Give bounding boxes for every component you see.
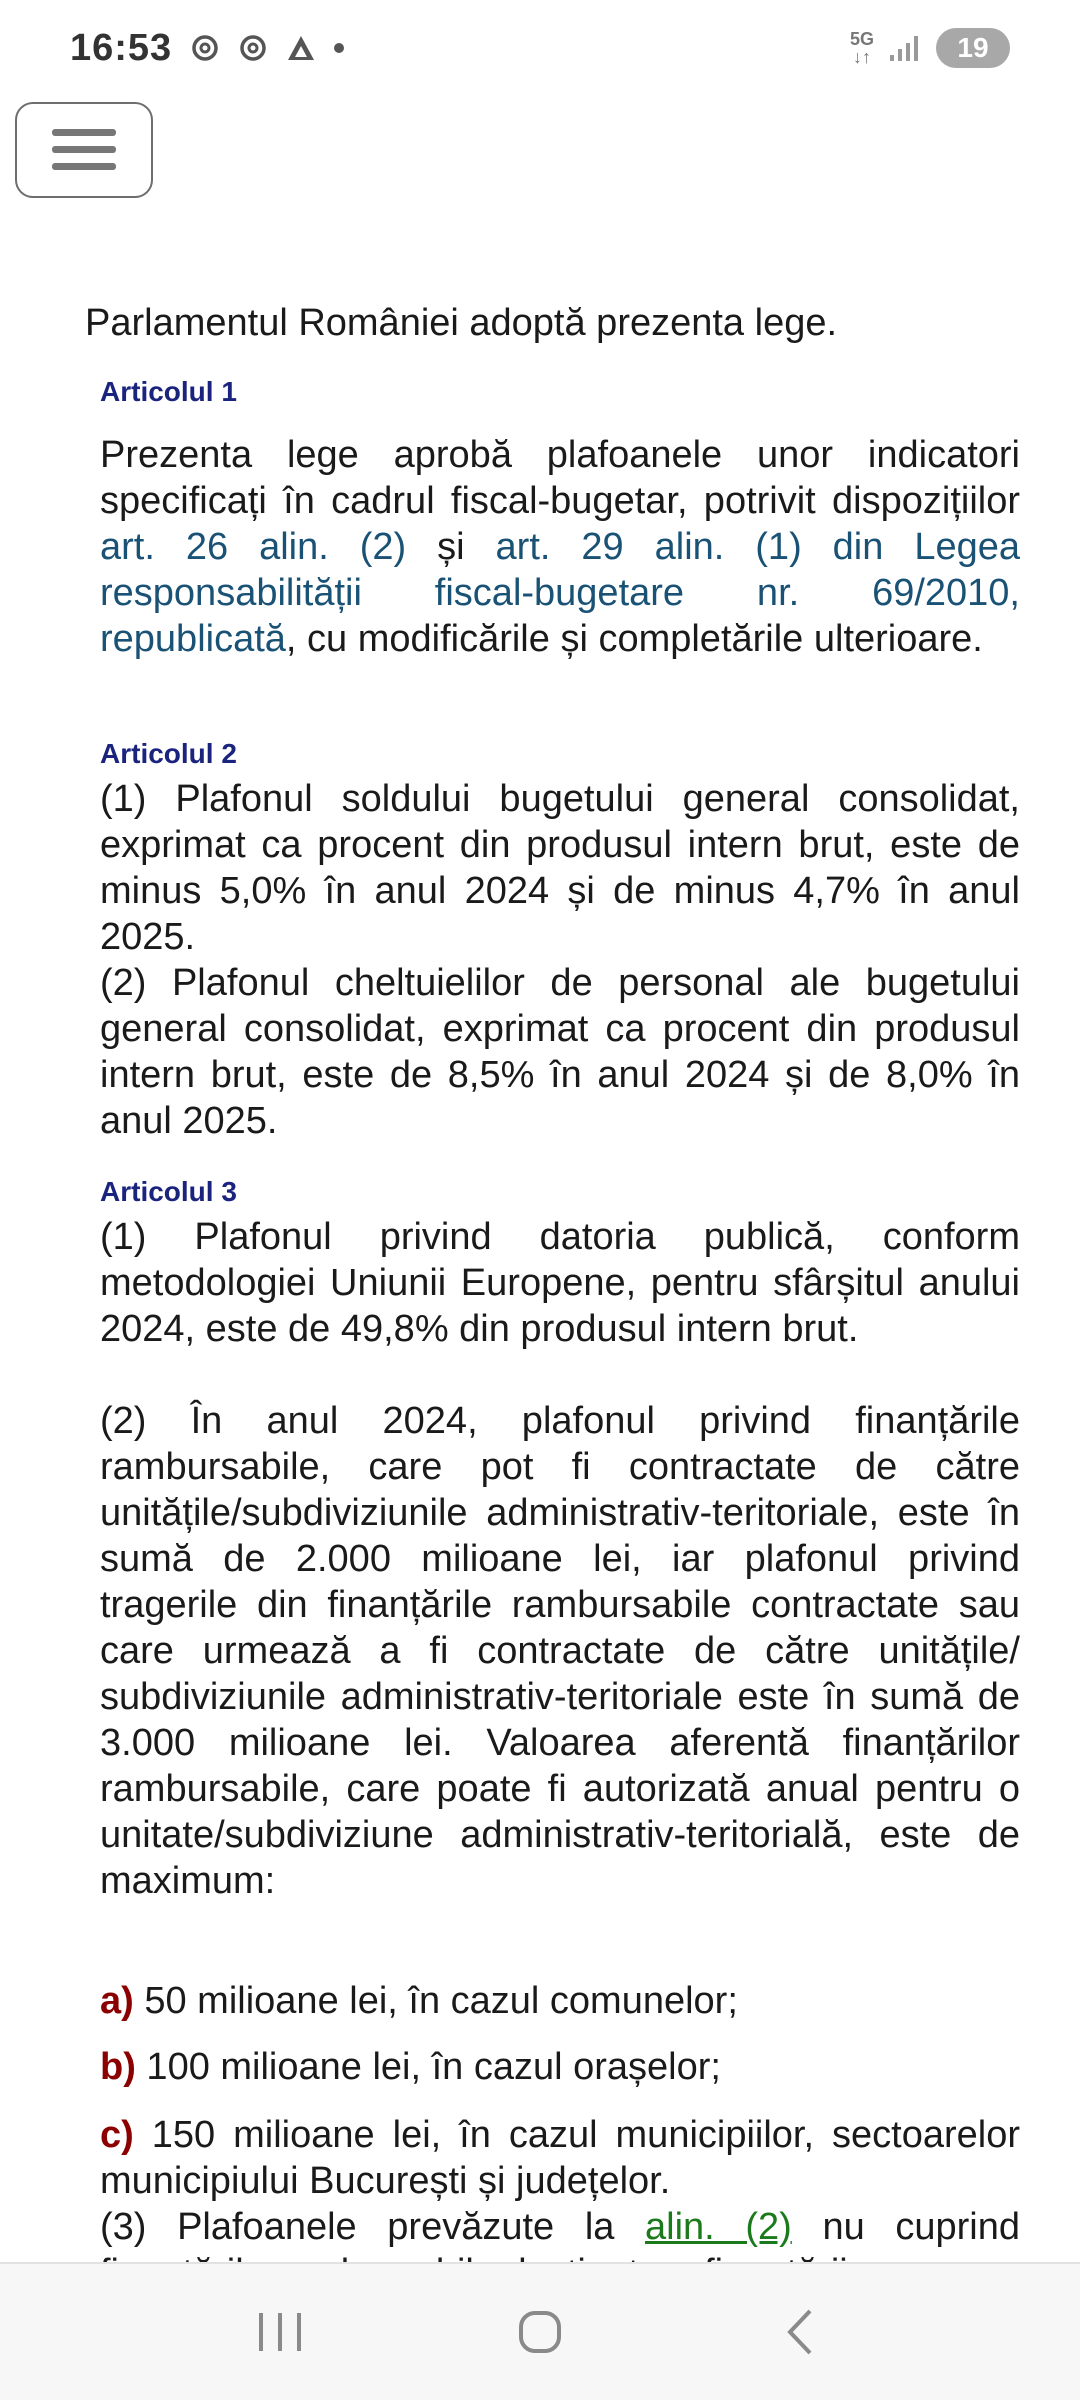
status-bar	[0, 0, 1080, 96]
home-button[interactable]	[500, 2292, 580, 2372]
hamburger-icon	[52, 127, 116, 173]
network-arrows: ↓↑	[852, 47, 871, 67]
article-1-text-a: Prezenta lege aprobă plafoanele unor indicatori specificați în cadrul fiscal-bugetar, potrivit dispozițiilor	[100, 434, 1020, 522]
network-indicator	[850, 30, 874, 66]
article-2-paragraph-1: (1) Plafonul soldului bugetului general consolidat, exprimat ca procent din produsul intern brut, este de minus 5,0% în anul 2024 și de minus 4,7% în anul 2025.	[100, 778, 1020, 958]
list-item-b	[100, 2044, 1020, 2090]
article-3-p3-b: nu cuprind	[822, 2206, 1020, 2248]
recent-apps-button[interactable]	[240, 2292, 320, 2372]
back-icon	[780, 2307, 820, 2357]
notification-dot	[334, 43, 344, 53]
list-letter-a: a)	[100, 1980, 134, 2022]
recent-apps-icon	[255, 2309, 305, 2355]
signal-icon	[888, 33, 922, 63]
article-3-paragraph-1: (1) Plafonul privind datoria publică, conform metodologiei Uniunii Europene, pentru sfârșitul anului 2024, este de 49,8% din produsul intern brut.	[100, 1216, 1020, 1350]
link-art-29-law-69-2010[interactable]: art. 29 alin. (1) din Legea responsabilității fiscal-bugetare nr. 69/2010, republicată	[100, 526, 1021, 660]
article-2-paragraph-2: (2) Plafonul cheltuielilor de personal ale bugetului general consolidat, exprimat ca procent din produsul intern brut, este de 8,5% în anul 2024 și de 8,0% în anul 2025.	[100, 962, 1020, 1142]
status-time: 16:53	[70, 26, 173, 69]
list-item-a	[100, 1978, 1020, 2024]
link-alin-2[interactable]: alin. (2)	[645, 2206, 792, 2248]
link-art-26[interactable]: art. 26 alin. (2)	[100, 526, 407, 568]
law-content	[0, 292, 1080, 2262]
article-1-text-c: , cu modificările și completările ulterioare.	[285, 618, 983, 660]
article-1-text-b: și	[406, 526, 496, 568]
article-3-title: Articolul 3	[100, 1176, 237, 1207]
article-1-title: Articolul 1	[100, 376, 237, 407]
triangle-app-icon	[286, 33, 316, 63]
list-letter-c: c)	[100, 2114, 134, 2156]
navigation-bar	[0, 2262, 1080, 2400]
battery-indicator: 19	[936, 28, 1010, 68]
list-text-b: 100 milioane lei, în cazul orașelor;	[135, 2046, 721, 2088]
list-item-c	[100, 2112, 1020, 2204]
intro-text: Parlamentul României adoptă prezenta lege.	[85, 302, 838, 344]
list-text-c: 150 milioane lei, în cazul municipiilor, sectoarelor municipiului București și județelor.	[100, 2114, 1020, 2202]
menu-button[interactable]	[15, 102, 153, 198]
article-2-title: Articolul 2	[100, 738, 237, 769]
list-letter-b: b)	[100, 2046, 136, 2088]
list-text-a: 50 milioane lei, în cazul comunelor;	[133, 1980, 738, 2022]
back-button[interactable]	[760, 2292, 840, 2372]
status-left	[70, 27, 344, 70]
article-3-paragraph-2: (2) În anul 2024, plafonul privind finanțările rambursabile, care pot fi contractate de către unitățile/subdiviziunile administrativ-teritoriale, este în sumă de 2.000 milioane lei, iar plafonul privind tragerile din finanțările rambursabile contractate sau care urmează a fi contractate de către unitățile/ subdiviziunile administrativ-teritoriale este în sumă de 3.000 milioane lei. Valoarea aferentă finanțărilor rambursabile, care poate fi autorizată anual pentru o unitate/subdiviziune administrativ-teritorială, este de maximum:	[100, 1400, 1020, 1902]
article-1-text	[100, 432, 1020, 662]
home-icon	[515, 2307, 565, 2357]
article-3-p3-a: (3) Plafoanele prevăzute la	[100, 2206, 646, 2248]
network-type: 5G	[849, 29, 874, 49]
threads-icon	[190, 33, 220, 63]
status-right	[850, 28, 1010, 68]
threads-icon	[238, 33, 268, 63]
